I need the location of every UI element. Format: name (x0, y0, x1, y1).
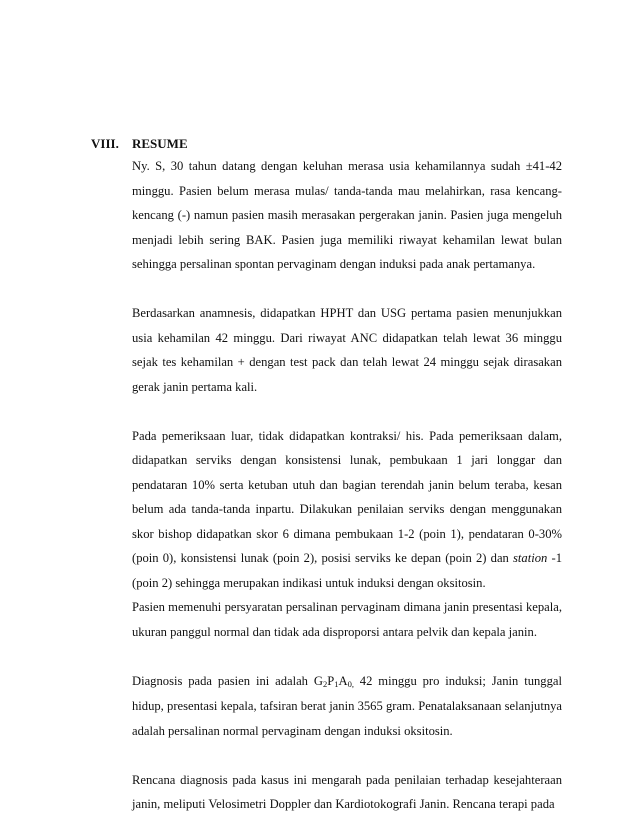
diagnosis-text-1: Diagnosis pada pasien ini adalah G (132, 673, 323, 688)
diagnosis-gravida-sub: 2 (322, 678, 328, 689)
resume-body (132, 154, 562, 817)
examination-text-start: Pada pemeriksaan luar, tidak didapatkan kontraksi/ his. Pada pemeriksaan dalam, didapatkan serviks dengan konsistensi lunak, pembukaan 1 jari longgar dan pendataran 10% serta ketuban utuh dan bagian terendah janin belum teraba, kesan belum ada tanda-tanda inpartu. Dilakukan penilaian serviks dengan menggunakan skor bishop didapatkan skor 6 dimana pembukaan 1-2 (poin 1), pendataran 0-30% (poin 0), konsistensi lunak (poin 2), posisi serviks ke depan (poin 2) dan (132, 428, 562, 565)
paragraph-examination (132, 424, 562, 596)
diagnosis-para-sub: 1 (334, 678, 339, 689)
paragraph-anamnesis: Berdasarkan anamnesis, didapatkan HPHT dan USG pertama pasien menunjukkan usia kehamilan 42 minggu. Dari riwayat ANC didapatkan telah lewat 36 minggu sejak tes kehamilan + dengan test pack dan telah lewat 24 minggu sejak dirasakan gerak janin pertama kali. (132, 306, 562, 394)
paragraph-plan: Rencana diagnosis pada kasus ini mengarah pada penilaian terhadap kesejahteraan janin, meliputi Velosimetri Doppler dan Kardiotokografi Janin. Rencana terapi pada (132, 772, 562, 811)
section-heading (91, 136, 188, 152)
diagnosis-abortus-sub: 0, (347, 678, 354, 689)
paragraph-requirements: Pasien memenuhi persyaratan persalinan pervaginam dimana janin presentasi kepala, ukuran panggul normal dan tidak ada disproporsi antara pelvik dan kepala janin. (132, 600, 562, 639)
diagnosis-text-2: P (327, 673, 335, 688)
examination-text-end: -1 (poin 2) sehingga merupakan indikasi untuk induksi dengan oksitosin. (132, 551, 562, 590)
diagnosis-text-3: A (338, 673, 348, 688)
diagnosis-text-4: 42 minggu pro induksi; Janin tunggal hidup, presentasi kepala, tafsiran berat janin 3565 gram. Penatalaksanaan selanjutnya adalah persalinan normal pervaginam dengan induksi oksitosin. (132, 673, 562, 738)
section-title: RESUME (132, 136, 188, 151)
section-number: VIII. (91, 136, 119, 151)
examination-italic-term: station (513, 551, 548, 565)
paragraph-patient-complaint: Ny. S, 30 tahun datang dengan keluhan merasa usia kehamilannya sudah ±41-42 minggu. Pasien belum merasa mulas/ tanda-tanda mau melahirkan, rasa kencang-kencang (-) namun pasien masih merasakan pergerakan janin. Pasien juga mengeluh menjadi lebih sering BAK. Pasien juga memiliki riwayat kehamilan lewat bulan sehingga persalinan spontan pervaginam dengan induksi pada anak pertamanya. (132, 159, 562, 271)
paragraph-diagnosis (132, 669, 562, 744)
